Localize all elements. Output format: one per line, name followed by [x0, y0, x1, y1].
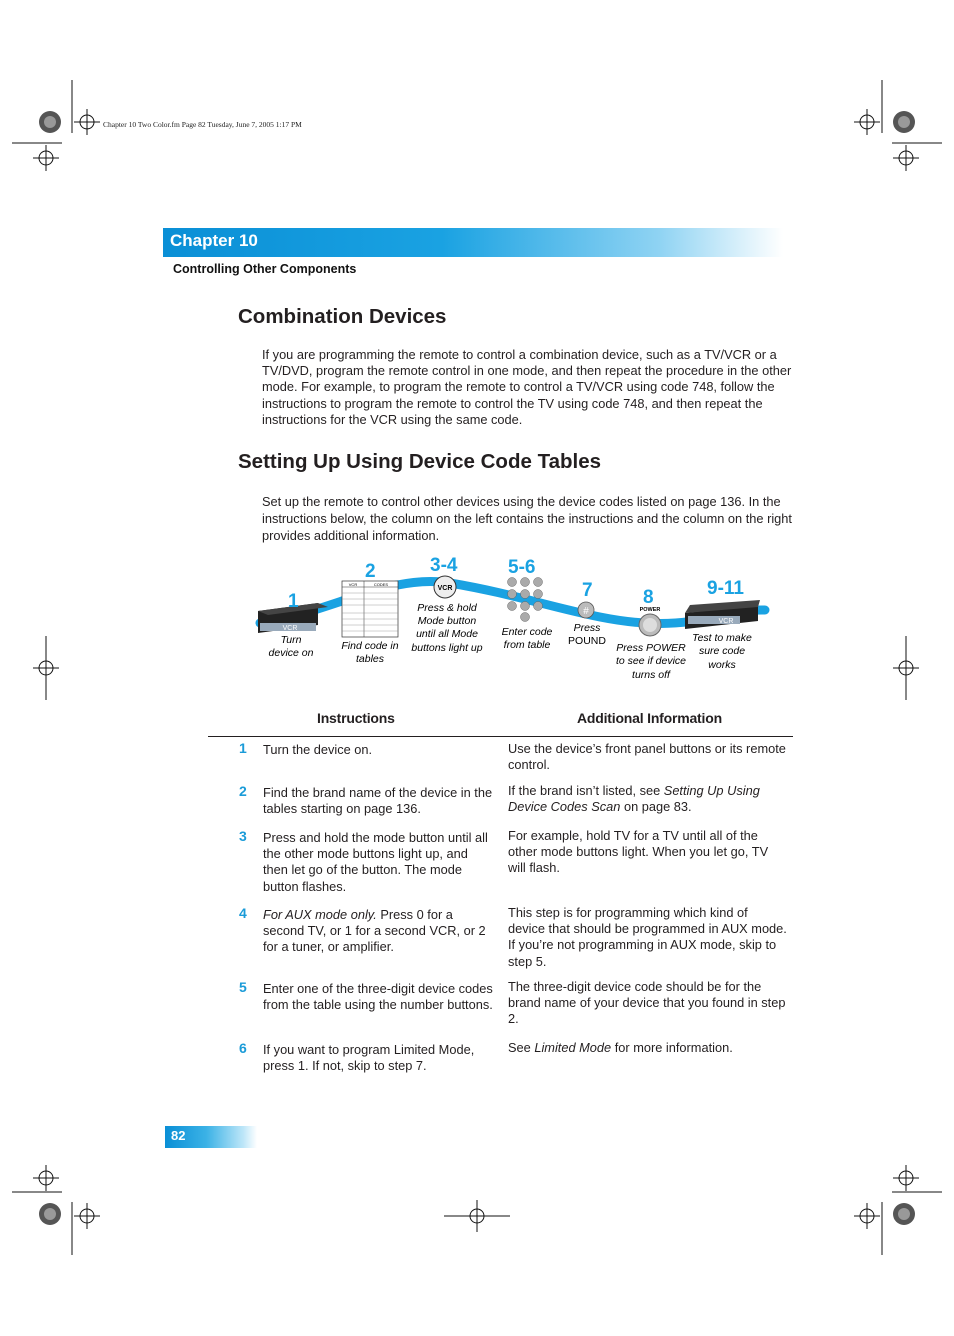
step-info: If the brand isn’t listed, see Setting Up Using Device Codes Scan on page 83.: [508, 783, 760, 815]
svg-text:until all Mode: until all Mode: [416, 628, 478, 640]
diagram-step-num-2: 2: [365, 561, 376, 582]
additional-info-column-header: Additional Information: [577, 710, 722, 726]
svg-text:Enter code: Enter code: [501, 626, 553, 638]
power-button-icon: [639, 607, 661, 636]
step-info: The three-digit device code should be for the brand name of your device that you found in step 2.: [508, 979, 786, 1027]
code-table-icon: [342, 581, 398, 637]
step-instruction: Press and hold the mode button until all the other mode buttons light up, and then let go of the button. The mode button flashes.: [263, 830, 488, 894]
vcr-mode-button-icon: [434, 576, 456, 598]
combination-heading: Combination Devices: [238, 305, 447, 328]
pound-button-icon: [578, 602, 594, 618]
svg-text:from table: from table: [503, 639, 551, 651]
svg-text:POUND: POUND: [568, 635, 606, 647]
vcr-label-left: VCR: [282, 625, 298, 632]
svg-text:Press & hold: Press & hold: [417, 602, 477, 614]
diagram-caption-1: [269, 634, 314, 659]
step-instruction: Turn the device on.: [263, 742, 373, 757]
vcr-device-icon-right: [685, 600, 760, 629]
step-info: This step is for programming which kind of device that should be programmed in AUX mode. If you’re not programming in AUX mode, skip to step 5.: [508, 905, 787, 969]
step-instruction: Find the brand name of the device in the tables starting on page 136.: [263, 785, 493, 817]
step-number: 2: [239, 783, 247, 799]
diagram-step-num-8: 8: [643, 587, 654, 608]
step-number: 1: [239, 740, 247, 756]
step-instruction: If you want to program Limited Mode, press 1. If not, skip to step 7.: [263, 1042, 475, 1074]
step-instruction: Enter one of the three-digit device codes from the table using the number buttons.: [263, 981, 493, 1013]
svg-text:device on: device on: [268, 647, 314, 659]
setup-heading: Setting Up Using Device Code Tables: [238, 450, 601, 473]
step-number: 3: [239, 828, 247, 844]
table-header-rule: [208, 736, 793, 737]
cross-reference: Limited Mode: [534, 1040, 612, 1055]
svg-text:Test to make: Test to make: [692, 632, 752, 644]
diagram-step-num-9-11: 9-11: [707, 578, 744, 599]
code-table-header-vcr: VCR: [348, 582, 358, 587]
vcr-label-right: VCR: [718, 618, 734, 625]
setup-steps-diagram: [240, 555, 780, 685]
diagram-caption-5-6: [502, 626, 553, 651]
diagram-step-num-3-4: 3-4: [430, 555, 458, 576]
step-number: 5: [239, 979, 247, 995]
diagram-caption-7: [568, 622, 606, 647]
print-slug: Chapter 10 Two Color.fm Page 82 Tuesday, June 7, 2005 1:17 PM: [103, 120, 302, 129]
svg-text:Mode button: Mode button: [417, 615, 477, 627]
instructions-column-header: Instructions: [317, 710, 395, 726]
diagram-step-num-1: 1: [288, 591, 299, 612]
step-instruction: For AUX mode only. Press 0 for a second TV, or 1 for a second VCR, or 2 for a tuner, or amplifier.: [263, 907, 486, 955]
step-info: See Limited Mode for more information.: [508, 1040, 733, 1055]
diagram-caption-9-11: [692, 632, 752, 671]
section-subtitle: Controlling Other Components: [173, 262, 357, 276]
chapter-title: Chapter 10: [170, 231, 258, 250]
diagram-caption-2: [341, 640, 398, 665]
combination-body: If you are programming the remote to control a combination device, such as a TV/VCR or a TV/DVD, program the remote control in one mode, and then repeat the procedure in the other mode. For example, to program the remote to control a TV/VCR using code 748, follow the instructions to program the remote to control the TV using code 748, and then repeat the instructions for the VCR using the same code.: [262, 347, 792, 427]
diagram-step-num-7: 7: [582, 580, 593, 601]
svg-text:tables: tables: [355, 653, 385, 665]
svg-text:Press POWER: Press POWER: [616, 642, 686, 654]
step-info: For example, hold TV for a TV until all of the other mode buttons light. When you let go, TV will flash.: [508, 828, 769, 876]
svg-text:Turn: Turn: [280, 634, 302, 646]
svg-text:sure code: sure code: [698, 645, 746, 657]
svg-text:Find code in: Find code in: [341, 640, 399, 652]
step-number: 4: [239, 905, 247, 921]
page-number: 82: [171, 1128, 186, 1143]
setup-body: Set up the remote to control other devices using the device codes listed on page 136. In the instructions below, the column on the left contains the instructions and the column on the right provides additional information.: [262, 494, 792, 543]
diagram-caption-8: [616, 642, 686, 681]
svg-text:#: #: [583, 606, 589, 617]
vcr-mode-label: VCR: [437, 585, 453, 592]
svg-text:Press: Press: [573, 622, 601, 634]
svg-text:turns off: turns off: [632, 669, 670, 681]
diagram-caption-3-4: [411, 602, 482, 654]
svg-text:to see if device: to see if device: [615, 655, 687, 667]
svg-text:works: works: [708, 659, 736, 671]
svg-text:buttons light up: buttons light up: [411, 642, 483, 654]
step-info: Use the device’s front panel buttons or its remote control.: [508, 741, 786, 773]
power-label: POWER: [639, 607, 661, 613]
code-table-header-codes: CODES: [373, 582, 389, 587]
diagram-step-num-5-6: 5-6: [508, 557, 536, 578]
cross-reference: Setting Up Using Device Codes Scan: [508, 783, 760, 815]
step-number: 6: [239, 1040, 247, 1056]
